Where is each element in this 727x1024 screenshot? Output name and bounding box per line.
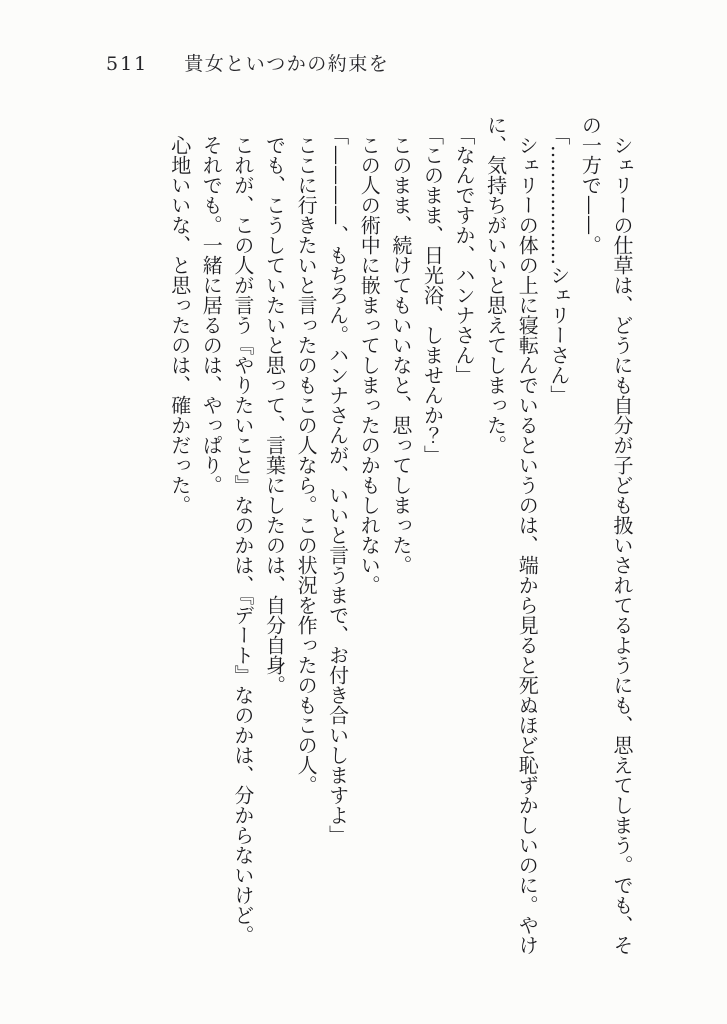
text-line: 「このまま、日光浴、しませんか？」 bbox=[420, 125, 445, 465]
text-line: に、気持ちがいいと思えてしまった。 bbox=[483, 115, 508, 455]
vertical-text-block bbox=[163, 115, 637, 963]
running-head bbox=[106, 49, 389, 76]
text-line: 心地いいな、と思ったのは、確かだった。 bbox=[167, 135, 192, 515]
text-line: それでも。一緒に居るのは、やっぱり。 bbox=[199, 135, 224, 495]
text-line: でも、こうしていたいと思って、言葉にしたのは、自分自身。 bbox=[262, 135, 287, 695]
text-line: このまま、続けてもいいなと、思ってしまった。 bbox=[388, 135, 413, 575]
text-line: 「————、もちろん。ハンナさんが、いいと言うまで、お付き合いしますよ」 bbox=[325, 125, 350, 845]
text-line: この人の術中に嵌まってしまったのかもしれない。 bbox=[357, 135, 382, 595]
text-line: シェリーの体の上に寝転んでいるというのは、端から見ると死ぬほど恥ずかしいのに。やけ bbox=[515, 135, 540, 955]
text-line: 「なんですか、ハンナさん」 bbox=[452, 125, 477, 385]
text-line: の一方で——。 bbox=[578, 115, 603, 255]
page-number: 511 bbox=[106, 53, 149, 75]
text-line: シェリーの仕草は、どうにも自分が子ども扱いされてるようにも、思えてしまう。でも、そ bbox=[610, 135, 634, 955]
text-line: 「………………シェリーさん」 bbox=[546, 125, 571, 405]
book-title: 貴女といつかの約束を bbox=[184, 53, 390, 75]
text-line: これが、この人が言う『やりたいこと』なのかは、『デート』なのかは、分からないけど。 bbox=[230, 135, 255, 945]
text-line: ここに行きたいと言ったのもこの人なら。この状況を作ったのもこの人。 bbox=[294, 135, 319, 795]
